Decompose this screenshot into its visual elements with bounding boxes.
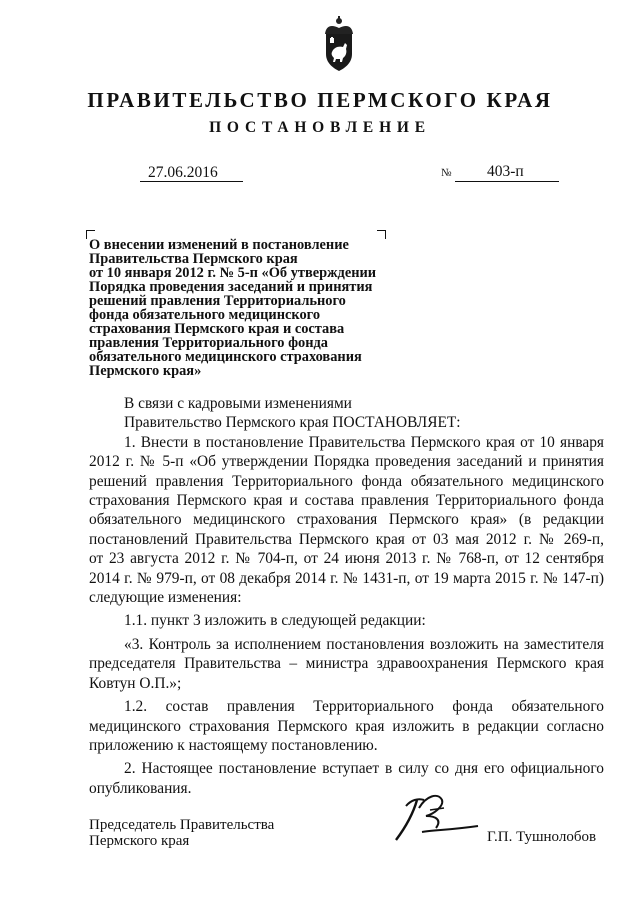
intro-line: В связи с кадровыми изменениями bbox=[124, 395, 352, 412]
document-body bbox=[89, 394, 604, 798]
signatory-position bbox=[89, 817, 274, 849]
title-line: правления Территориального фонда bbox=[89, 335, 328, 351]
intro-line: Правительство Пермского края ПОСТАНОВЛЯЕТ: bbox=[124, 414, 461, 432]
paragraph-1-line: постановлений Правительства Пермского края от 03 мая 2012 г. № 269-п, bbox=[89, 530, 604, 548]
paragraph-1-line: следующие изменения: bbox=[89, 589, 242, 607]
title-line: Порядка проведения заседаний и принятия bbox=[89, 279, 373, 295]
paragraph-1-line: от 23 августа 2012 г. № 704-п, от 24 июня 2013 г. № 768-п, от 12 сентября bbox=[89, 550, 604, 568]
paragraph-1-line: 1. Внести в постановление Правительства Пермского края от 10 января bbox=[124, 433, 604, 451]
title-line: страхования Пермского края и состава bbox=[89, 321, 345, 337]
paragraph-2-line: опубликования. bbox=[89, 779, 192, 797]
paragraph-1-line: 2014 г. № 979-п, от 08 декабря 2014 г. № 1431-п, от 19 марта 2015 г. № 147-п) bbox=[89, 569, 604, 587]
subparagraph-1-2-line: 1.2. состав правления Территориального фонда обязательного bbox=[124, 698, 604, 716]
title-line: Правительства Пермского края bbox=[89, 251, 298, 267]
document-number: 403-п bbox=[487, 163, 524, 180]
paragraph-1-line: решений правления Территориального фонда обязательного медицинского bbox=[89, 472, 604, 490]
document-date: 27.06.2016 bbox=[148, 164, 218, 181]
subparagraph-1-1: 1.1. пункт 3 изложить в следующей редакции: bbox=[124, 612, 426, 630]
position-line: Пермского края bbox=[89, 833, 190, 849]
document-type: ПОСТАНОВЛЕНИЕ bbox=[209, 119, 431, 136]
title-line: решений правления Территориального bbox=[89, 293, 346, 309]
quote-line: «3. Контроль за исполнением постановления возложить на заместителя bbox=[124, 635, 604, 653]
organization-name: ПРАВИТЕЛЬСТВО ПЕРМСКОГО КРАЯ bbox=[87, 88, 553, 112]
paragraph-1-line: обязательного медицинского страхования Пермского края» (в редакции bbox=[89, 511, 604, 529]
subparagraph-1-2-line: медицинского страхования Пермского края изложить в редакции согласно bbox=[89, 717, 604, 735]
position-line: Председатель Правительства bbox=[89, 817, 275, 833]
paragraph-1-line: страхования Пермского края и состава правления Территориального фонда bbox=[89, 492, 604, 510]
date-underline bbox=[140, 181, 243, 182]
title-line: Пермского края» bbox=[89, 363, 202, 379]
subparagraph-1-2-line: приложению к настоящему постановлению. bbox=[89, 736, 378, 754]
quote-line: Ковтун О.П.»; bbox=[89, 674, 182, 692]
quote-line: председателя Правительства – министра здравоохранения Пермского края bbox=[89, 655, 604, 673]
title-line: фонда обязательного медицинского bbox=[89, 307, 321, 323]
title-line: от 10 января 2012 г. № 5-п «Об утверждении bbox=[89, 265, 377, 281]
document-title bbox=[89, 238, 399, 378]
number-underline bbox=[455, 181, 559, 182]
coat-of-arms-icon bbox=[317, 14, 361, 72]
number-sign: № bbox=[441, 167, 452, 179]
signatory-name: Г.П. Тушнолобов bbox=[487, 829, 597, 845]
handwritten-signature-icon bbox=[386, 786, 482, 848]
title-line: обязательного медицинского страхования bbox=[89, 349, 362, 365]
title-line: О внесении изменений в постановление bbox=[89, 237, 349, 253]
paragraph-1-line: 2012 г. № 5-п «Об утверждении Порядка проведения заседаний и принятия bbox=[89, 453, 604, 471]
paragraph-2-line: 2. Настоящее постановление вступает в силу со дня его официального bbox=[124, 760, 604, 778]
